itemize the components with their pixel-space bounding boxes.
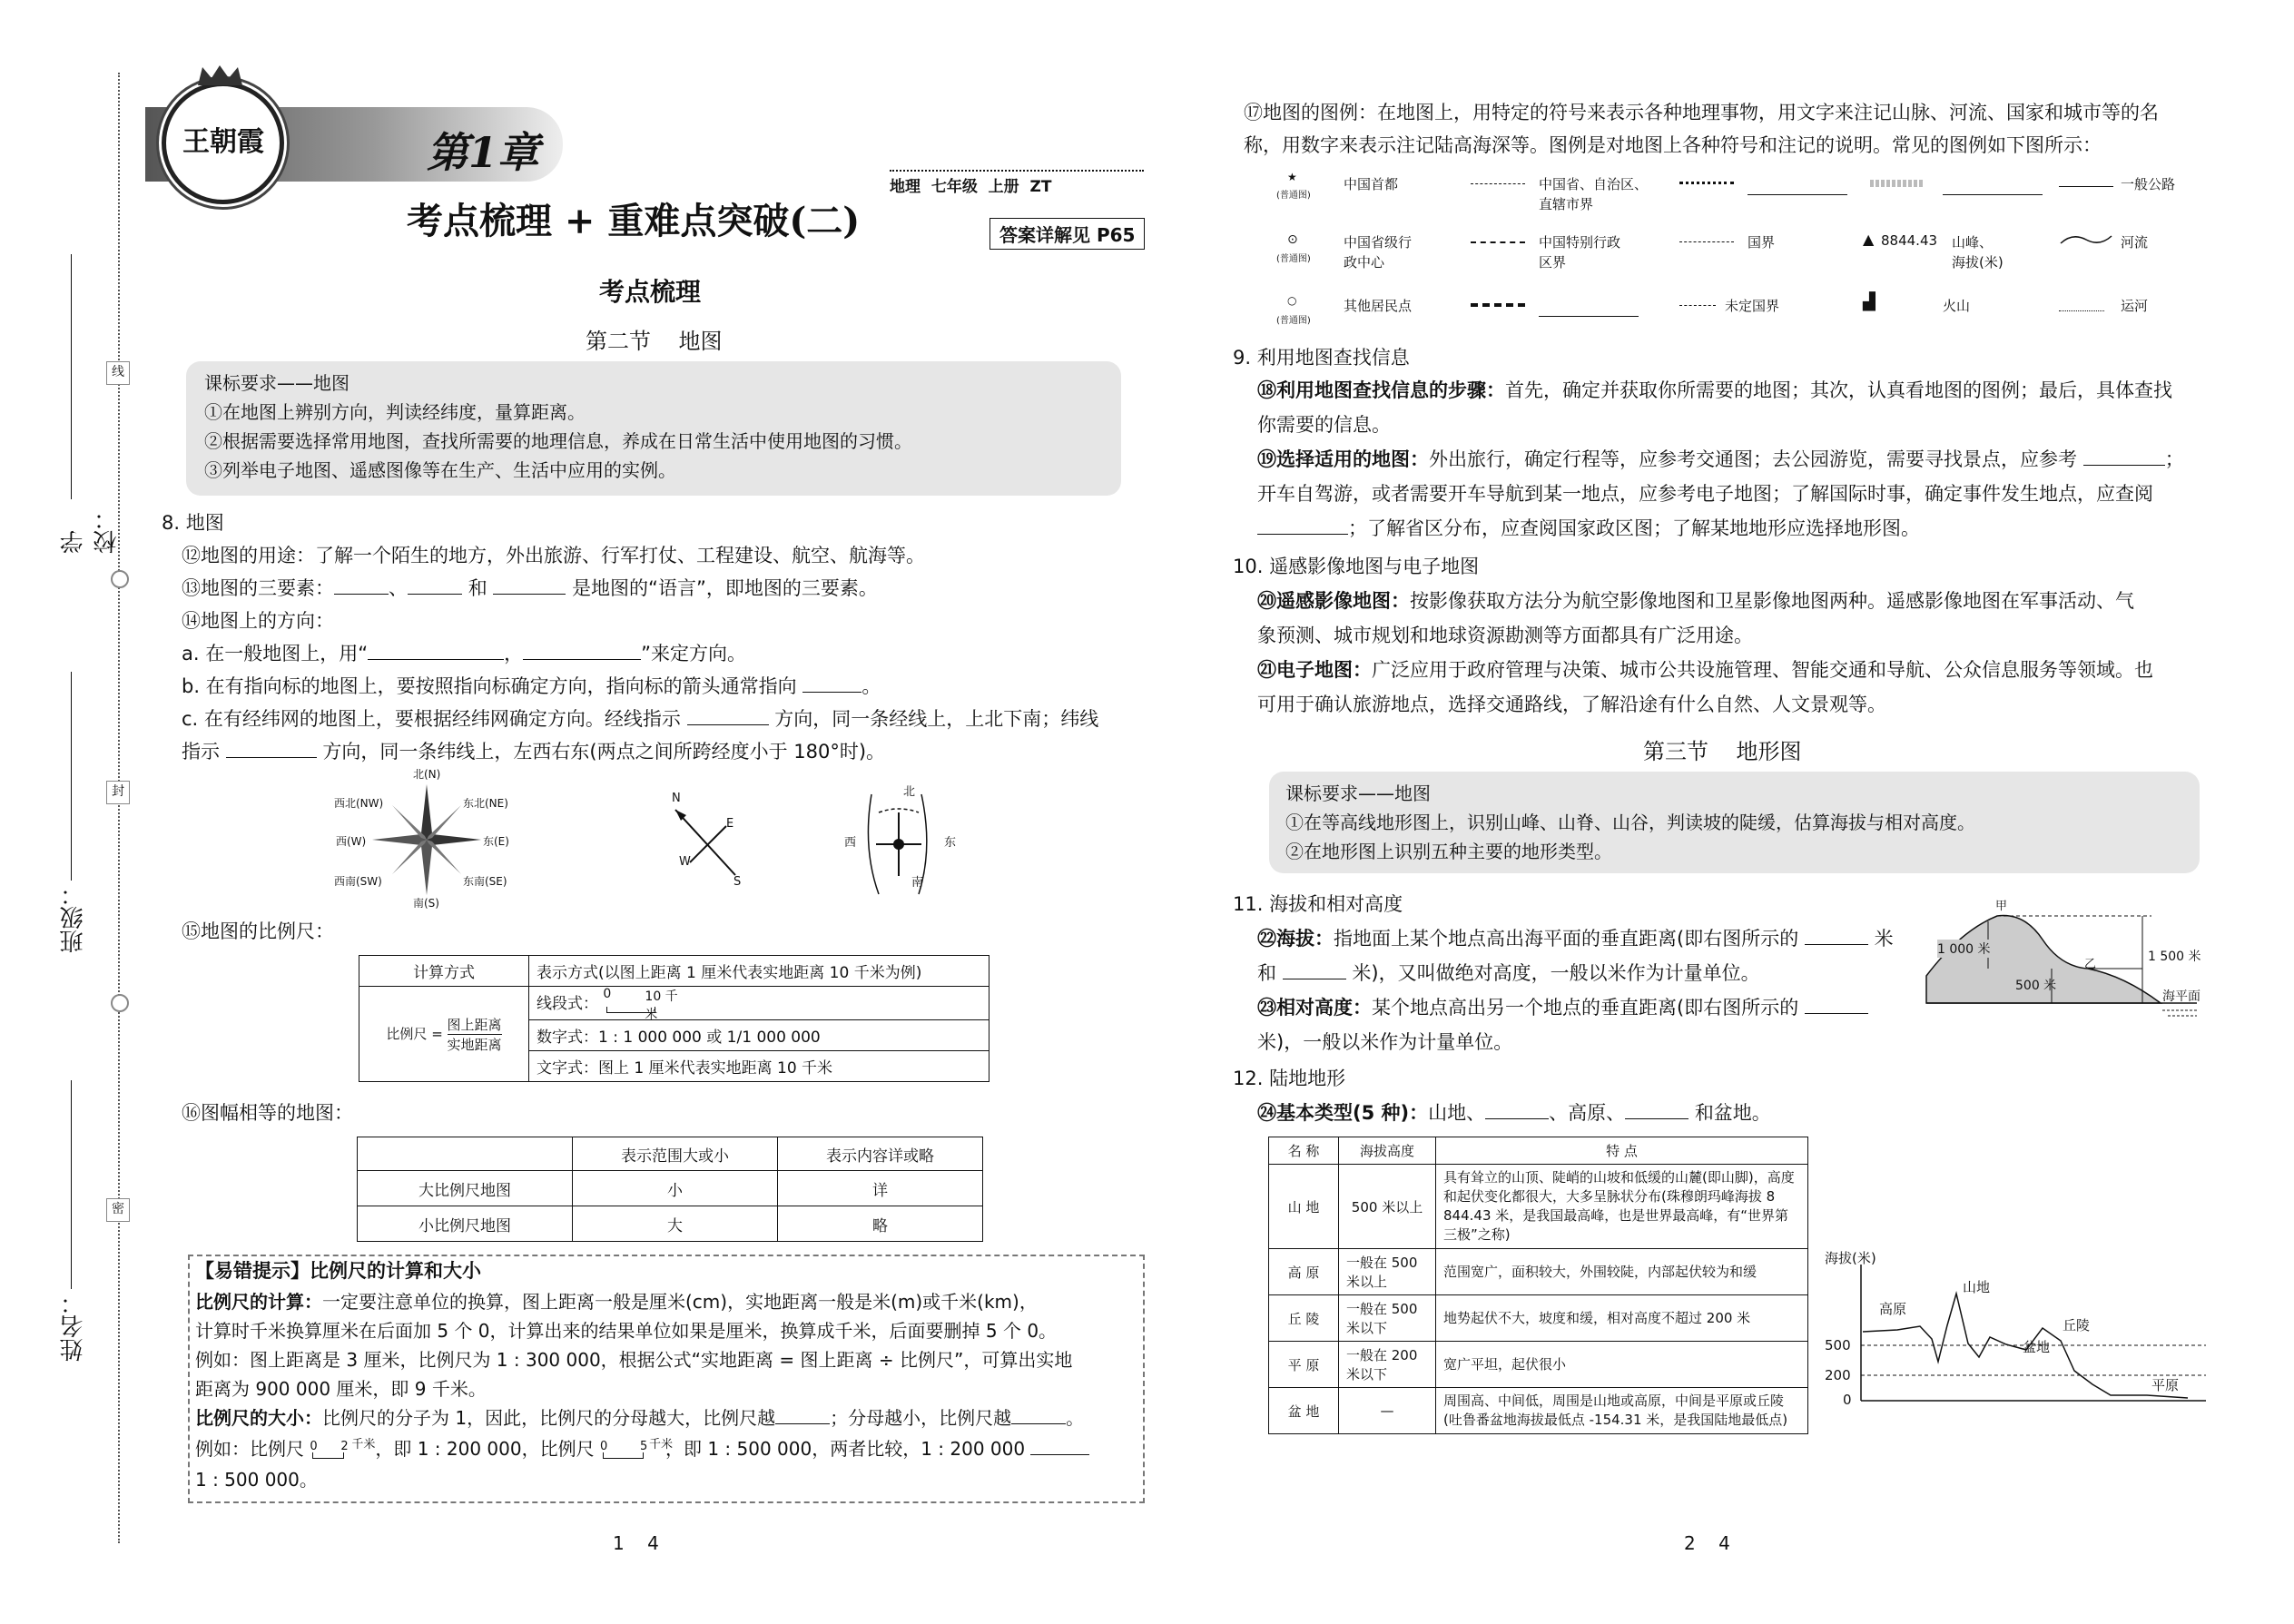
page-number-left: 1 4 [613,1532,659,1554]
blank[interactable] [2083,447,2165,466]
graticule-figure [835,776,962,903]
legend-panel [1253,171,2215,334]
table-cell: 小比例尺地图 [358,1206,573,1242]
q11-p22: ㉒海拔：指地面上某个地点高出海平面的垂直距离(即右图所示的 米 [1257,928,1894,950]
table-cell: 盆 地 [1269,1388,1339,1434]
legend-label: 8844.43 [1881,232,1938,249]
legend-label: 一般公路 [2121,176,2176,192]
binding-strip [0,0,127,1624]
school-label: 学校： [60,507,121,554]
scale-th: 计算方式 [359,956,529,987]
tag-strip [890,170,1144,195]
curriculum-box [186,361,1121,496]
blank[interactable] [1011,1405,1066,1424]
legend-road-blank[interactable] [1748,194,1847,195]
curriculum-title: 课标要求——地图 [1285,782,1431,804]
table-cell: 一般在 200 米以下 [1339,1342,1436,1388]
legend-settlement-icon: ○ [1287,294,1297,307]
legend-label: (普通图) [1276,254,1311,264]
profile-label: 盆地 [2023,1339,2051,1355]
q9-p19: ⑲选择适用的地图：外出旅行，确定行程等，应参考交通图；去公园游览，需要寻找景点，应参考 ； [1257,448,2184,470]
legend-blank[interactable] [1539,316,1639,317]
q8-c: c. 在有经纬网的地图上，要根据经纬网确定方向。经线指示 方向，同一条经线上，上北下南；纬线 [182,708,1099,730]
table-cell: 大 [573,1206,778,1242]
grade-tags: 地理 七年级 上册 ZT [890,178,1052,196]
table-cell: 地势起伏不大，坡度和缓，相对高度不超过 200 米 [1436,1295,1808,1342]
curriculum-item: ①在等高线地形图上，识别山峰、山脊、山谷，判读坡的陡缓，估算海拔与相对高度。 [1285,812,1975,833]
q10-p21c: 可用于确认旅游地点，选择交通路线，了解沿途有什么自然、人文景观等。 [1257,694,1886,715]
table-cell: 大比例尺地图 [358,1171,573,1206]
tip-line: 1 : 500 000。 [195,1469,318,1491]
legend-sar-border-symbol [1471,241,1525,243]
blank[interactable] [802,674,861,693]
blank[interactable] [493,576,566,595]
blank[interactable] [775,1405,830,1424]
q8-a: a. 在一般地图上，用“ ， ”来定方向。 [182,643,746,664]
blank[interactable] [523,641,641,660]
p15: ⑮地图的比例尺： [182,920,334,942]
compass-label: 北(N) [413,768,441,781]
q12-p24: ㉔基本类型(5 种)：山地、 、高原、 和盆地。 [1257,1102,1771,1124]
q10-p20: ⑳遥感影像地图：按影像获取方法分为航空影像地图和卫星影像地图两种。遥感影像地图在军事活动、气 [1257,590,2134,612]
legend-label: 其他居民点 [1344,298,1413,314]
legend-label: 运河 [2121,298,2149,314]
altitude-label: 500 米 [2015,979,2057,993]
p16: ⑯图幅相等的地图： [182,1102,353,1124]
altitude-label: 海平面 [2162,989,2200,1004]
tip-title: 【易错提示】比例尺的计算和大小 [195,1260,481,1282]
legend-label: 中国特别行政 [1539,234,1621,251]
page-title: 考点梳理 + 重难点突破(二) [407,200,861,242]
legend-railway-symbol [1679,182,1734,184]
table-cell: 高 原 [1269,1249,1339,1295]
blank[interactable] [1485,1100,1549,1119]
binding-mark: 线 [106,361,130,385]
legend-label: 中国省、自治区、 [1539,176,1649,192]
p17b: 称，用数字来表示注记陆高海深等。图例是对地图上各种符号和注记的说明。常见的图例如下图所示： [1244,134,2102,156]
tip-box [188,1255,1145,1503]
legend-undefined-border-symbol [1679,305,1716,306]
table-cell: 一般在 500 米以上 [1339,1249,1436,1295]
q8-c2: 指示 方向，同一条纬线上，左西右东(两点之间所跨经度小于 180°时)。 [182,741,886,763]
binding-mark: 封 [106,781,130,804]
legend-label: 区界 [1539,254,1567,271]
graticule-label: 西 [844,836,857,850]
legend-intl-border-symbol [1679,241,1734,242]
legend-wall-symbol [1471,303,1525,307]
compass-label: 东南(SE) [463,875,507,888]
q8-p13: ⑬地图的三要素： 、 和 是地图的“语言”，即地图的三要素。 [182,577,878,599]
q10-p21: ㉑电子地图：广泛应用于政府管理与决策、城市公共设施管理、智能交通和导航、公众信息服务等领域。也 [1257,659,2153,681]
blank[interactable] [1625,1100,1689,1119]
q10-title: 10. 遥感影像地图与电子地图 [1233,556,1480,577]
tip-line: 距离为 900 000 厘米，即 9 千米。 [195,1378,487,1400]
blank[interactable] [1283,960,1346,979]
curriculum-title: 课标要求——地图 [204,372,350,394]
profile-label: 海拔(米) [1825,1250,1876,1266]
altitude-label: 甲 [1995,900,2008,913]
scale-row: 数字式：1 : 1 000 000 或 1/1 000 000 [529,1020,989,1051]
profile-label: 0 [1843,1392,1852,1408]
binding-hole [111,994,129,1012]
arrow-label: S [733,875,742,889]
table-cell: 略 [778,1206,983,1242]
legend-label: 政中心 [1344,254,1385,271]
chapter-title: 第1章 [427,128,540,177]
table-cell: 丘 陵 [1269,1295,1339,1342]
legend-label: 火山 [1943,298,1971,314]
q11-p22b: 和 米)，又叫做绝对高度，一般以米作为计量单位。 [1257,962,1760,984]
q9-p18: ⑱利用地图查找信息的步骤：首先，确定并获取你所需要的地图；其次，认真看地图的图例；最后，具体查找 [1257,379,2172,401]
table-cell: 山 地 [1269,1165,1339,1249]
altitude-label: 1 000 米 [1937,940,1991,958]
legend-label: 直辖市界 [1539,196,1594,212]
legend-label: 中国省级行 [1344,234,1413,251]
table-cell: 详 [778,1171,983,1206]
table-cell: 宽广平坦，起伏很小 [1436,1342,1808,1388]
q9-p19d: 开车自驾游，或者需要开车导航到某一地点，应参考电子地图；了解国际时事，确定事件发生地点，应查阅 [1257,483,2153,505]
curriculum-box [1269,772,2200,873]
altitude-figure [1925,900,2215,1030]
school-field [54,254,121,554]
scale-row: 文字式：图上 1 厘米代表实地距离 10 千米 [529,1051,989,1082]
subsection-title: 第二节 地图 [586,329,723,354]
scale-formula: 比例尺 = 图上距离 实地距离 [359,987,529,1082]
page-number-right: 2 4 [1684,1532,1730,1554]
legend-road-symbol [2059,186,2113,187]
blank[interactable] [1257,516,1348,535]
q8-title: 8. 地图 [162,512,224,534]
legend-province-border-symbol [1471,183,1525,184]
legend-label: (普通图) [1276,191,1311,201]
q9-title: 9. 利用地图查找信息 [1233,347,1410,369]
logo-text: 王朝霞 [182,126,264,158]
q11-title: 11. 海拔和相对高度 [1233,893,1403,915]
q11-p23b: 米)，一般以米作为计量单位。 [1257,1031,1513,1053]
profile-label: 500 [1825,1337,1851,1353]
altitude-diagram-icon [1925,903,2215,1030]
profile-label: 高原 [1879,1301,1907,1317]
legend-peak-icon: ▲ [1863,231,1875,248]
profile-label: 200 [1825,1367,1851,1383]
graticule-label: 北 [903,785,916,799]
section-heading: 考点梳理 [599,277,702,307]
class-field [54,672,91,971]
class-label: 班级： [60,882,87,953]
blank[interactable] [226,739,317,758]
arrow-label: E [726,817,734,831]
table-cell: 小 [573,1171,778,1206]
binding-dotted-line [118,73,120,1543]
profile-label: 山地 [1963,1279,1991,1295]
compass-rose-figure [334,768,517,910]
table-cell: 范围宽广，面积较大，外围较陡，内部起伏较为和缓 [1436,1249,1808,1295]
altitude-label: 乙 [2084,958,2097,971]
compass-label: 西(W) [336,835,367,848]
map-size-table: 表示范围大或小 表示内容详或略 大比例尺地图 小 详 小比例尺地图 大 略 [357,1137,983,1242]
q8-p12: ⑫地图的用途：了解一个陌生的地方，外出旅游、行军打仗、工程建设、航空、航海等。 [182,545,925,566]
table-cell: 500 米以上 [1339,1165,1436,1249]
arrow-label: N [672,792,681,805]
profile-label: 平原 [2151,1377,2180,1393]
compass-label: 南(S) [413,897,439,910]
legend-label: (普通图) [1276,316,1311,326]
binding-mark: 密 [106,1198,130,1222]
q8-b: b. 在有指向标的地图上，要按照指向标确定方向，指向标的箭头通常指向 。 [182,675,881,697]
blank[interactable] [368,641,504,660]
q8-p14: ⑭地图上的方向： [182,610,334,632]
legend-highway-symbol [1870,180,1925,187]
blank[interactable] [334,576,389,595]
tip-line: 计算时千米换算厘米在后面加 5 个 0，计算出来的结果单位如果是厘米，换算成千米，后面要删掉 5 个 0。 [195,1320,1058,1342]
q11-p23: ㉓相对高度：某个地点高出另一个地点的垂直距离(即右图所示的 [1257,995,1868,1020]
table-cell: 周围高、中间低，周围是山地或高原，中间是平原或丘陵(吐鲁番盆地海拔最低点 -154.31 米，是我国陆地最低点) [1436,1388,1808,1434]
terrain-profile-figure [1825,1250,2215,1416]
answer-ref: 答案详解见 P65 [989,218,1145,250]
direction-arrow-figure [663,792,753,890]
table-cell: 一般在 500 米以下 [1339,1295,1436,1342]
blank[interactable] [408,576,462,595]
legend-highway-blank[interactable] [1943,194,2043,195]
q10-p20c: 象预测、城市规划和地球资源勘测等方面都具有广泛用途。 [1257,625,1753,646]
subsection-title: 第三节 地形图 [1643,739,1802,764]
legend-river-icon [2059,231,2113,253]
tip-line: 例如：图上距离是 3 厘米，比例尺为 1 : 300 000，根据公式“实地距离 = 图上距离 ÷ 比例尺”，可算出实地 [195,1349,1073,1371]
legend-label: 国界 [1748,234,1776,251]
compass-label: 西南(SW) [334,875,382,888]
terrain-table: 名 称 海拔高度 特 点 山 地 500 米以上 具有耸立的山顶、陡峭的山坡和低缓的山麓(即山脚)，高度和起伏变化都很大，大多呈脉状分布(珠穆朗玛峰海拔 8 844.43 米，是我国最高峰，也是世界最高峰，有“世界第三极”之称) 高 原 一般在 500 米以上 范围宽广，面积较大，外围较陡，内部起伏较为和缓 丘 陵 一般在 500 米以下 地势起伏不大，坡度和缓，相对高度不超过 200 米 平 原 一般在 200 米以下 宽广平坦，起伏很小 盆 地 — 周围高、中间低，周围是山地或高原，中间是平原或丘陵(吐鲁番盆地海拔最低点 -154.31 米，是我国陆地最低点) [1268,1137,1808,1434]
blank[interactable] [687,706,769,725]
legend-prov-center-icon: ⊙ [1287,232,1298,247]
compass-label: 东北(NE) [463,797,508,810]
legend-label: 河流 [2121,234,2149,251]
name-label: 姓名： [60,1291,87,1362]
legend-capital-icon: ★ [1287,171,1297,183]
legend-canal-symbol [2059,310,2104,311]
name-field [54,1080,91,1380]
scale-table [359,955,989,1082]
p17: ⑰地图的图例：在地图上，用特定的符号来表示各种地理事物，用文字来注记山脉、河流、国家和城市等的名 [1244,102,2159,123]
logo-badge [162,82,284,204]
arrow-label: W [679,855,691,869]
table-cell: — [1339,1388,1436,1434]
legend-label: 中国首都 [1344,176,1399,192]
legend-label: 未定国界 [1725,298,1780,314]
graticule-label: 南 [911,876,924,890]
binding-hole [111,570,129,588]
compass-label: 东(E) [483,835,509,848]
blank[interactable] [1805,995,1868,1014]
tip-line: 比例尺的大小：比例尺的分子为 1，因此，比例尺的分母越大，比例尺越 ；分母越小，比例尺越 。 [195,1407,1085,1429]
legend-label: 山峰、 [1952,234,1994,251]
q9-p19e: ；了解省区分布，应查阅国家政区图；了解某地地形应选择地形图。 [1257,516,1920,541]
altitude-label: 1 500 米 [2148,950,2201,964]
q12-title: 12. 陆地地形 [1233,1068,1346,1089]
blank[interactable] [1030,1436,1089,1455]
legend-label: 海拔(米) [1952,254,2004,271]
crown-icon [195,64,245,87]
tip-line: 例如：比例尺 0 2 千米 ，即 1 : 200 000，比例尺 0 5 千米 ，即 1 : 500 000，两者比较，1 : 200 000 [195,1436,1089,1462]
tip-line: 比例尺的计算：一定要注意单位的换算，图上距离一般是厘米(cm)，实地距离一般是米(m)或千米(km)， [195,1291,1038,1313]
table-cell: 平 原 [1269,1342,1339,1388]
curriculum-item: ②在地形图上识别五种主要的地形类型。 [1285,841,1612,862]
scale-row: 线段式： 0 10 千米 [529,987,989,1020]
scale-th: 表示方式(以图上距离 1 厘米代表实地距离 10 千米为例) [529,956,989,987]
compass-label: 西北(NW) [334,797,384,810]
table-cell: 具有耸立的山顶、陡峭的山坡和低缓的山麓(即山脚)，高度和起伏变化都很大，大多呈脉状分布(珠穆朗玛峰海拔 8 844.43 米，是我国最高峰，也是世界最高峰，有“世界第三极”之称) [1436,1165,1808,1249]
q9-p18c: 你需要的信息。 [1257,414,1391,436]
curriculum-item: ③列举电子地图、遥感图像等在生产、生活中应用的实例。 [204,459,676,481]
legend-volcano-icon: ▟ [1863,292,1876,311]
curriculum-item: ②根据需要选择常用地图，查找所需要的地理信息，养成在日常生活中使用地图的习惯。 [204,430,912,452]
blank[interactable] [1805,926,1868,945]
profile-label: 丘陵 [2063,1317,2091,1334]
graticule-label: 东 [944,836,957,850]
curriculum-item: ①在地图上辨别方向，判读经纬度，量算距离。 [204,401,586,423]
